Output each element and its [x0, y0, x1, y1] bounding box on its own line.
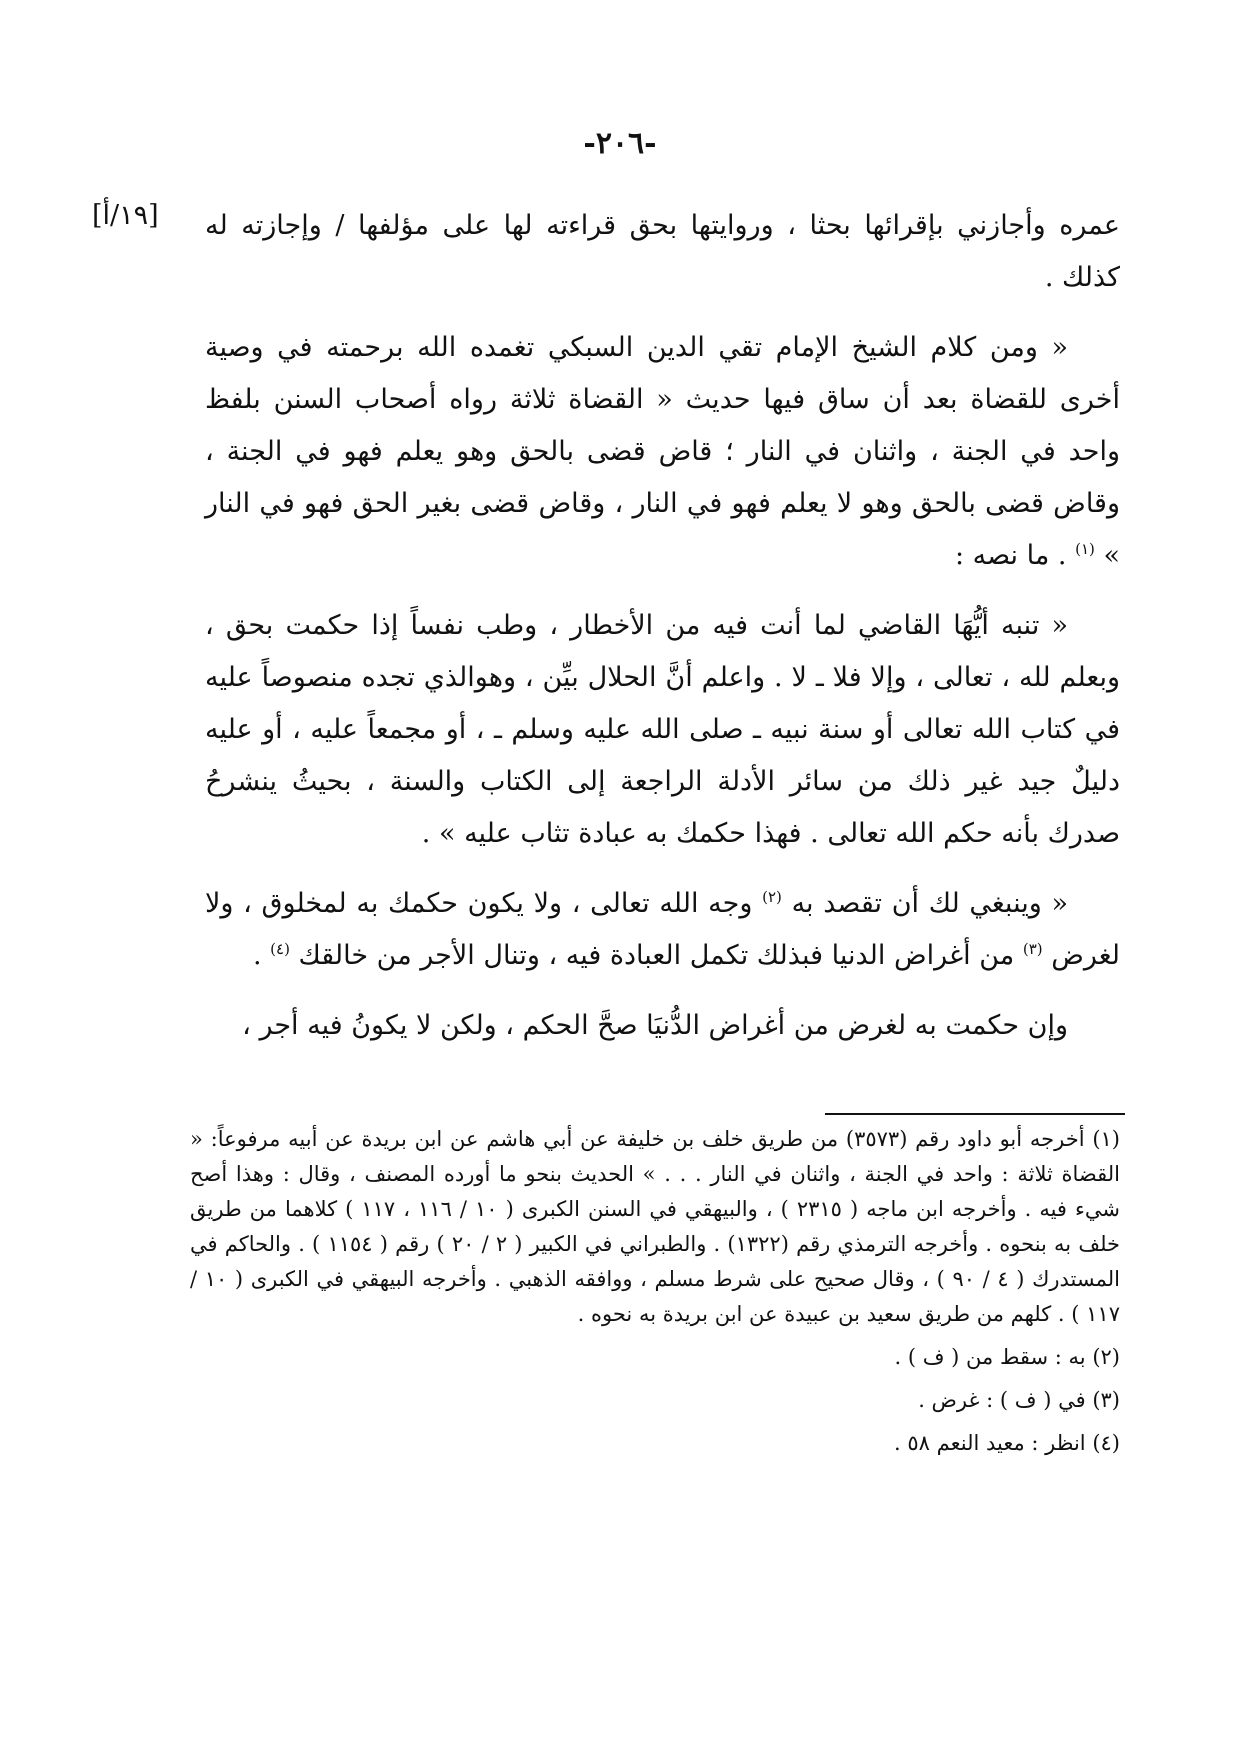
footnote-marker-2: (٢) [762, 888, 782, 906]
paragraph-3: « تنبه أيُّهَا القاضي لما أنت فيه من الأخطار ، وطب نفساً إذا حكمت بحق ، وبعلم لله ، تعالى ، وإلا فلا ـ لا . واعلم أنَّ الحلال بيِّن ، وهوالذي تجده منصوصاً عليه في كتاب الله تعالى أو سنة نبيه ـ صلى الله عليه وسلم ـ ، أو مجمعاً عليه ، أو عليه دليلٌ جيد غير ذلك من سائر الأدلة الراجعة إلى الكتاب والسنة ، بحيثُ ينشرحُ صدرك بأنه حكم الله تعالى . فهذا حكمك به عبادة تثاب عليه » . [205, 610, 1120, 849]
paragraph-4-part-1: « وينبغي لك أن تقصد به [791, 888, 1068, 919]
paragraph-4-part-3: من أغراض الدنيا فبذلك تكمل العبادة فيه ، وتنال الأجر من خالقك [298, 940, 1015, 971]
main-text [205, 200, 1120, 1070]
paragraph-5: وإن حكمت به لغرض من أغراض الدُّنيَا صحَّ الحكم ، ولكن لا يكونُ فيه أجر ، [242, 1010, 1068, 1041]
footnote-4: (٤) انظر : معيد النعم ٥٨ . [894, 1431, 1120, 1455]
footnotes [190, 1122, 1120, 1461]
paragraph-2 [205, 322, 1120, 582]
footnote-marker-3: (٣) [1022, 940, 1043, 958]
paragraph-4-end: . [252, 940, 262, 971]
paragraph-2-tail: . ما نصه : [954, 540, 1067, 571]
footnote-2: (٢) به : سقط من ( ف ) . [894, 1345, 1120, 1369]
footnote-1: (١) أخرجه أبو داود رقم (٣٥٧٣) من طريق خلف بن خليفة عن أبي هاشم عن ابن بريدة عن أبيه مرفوعاً: « القضاة ثلاثة : واحد في الجنة ، واثنان في النار . . . » الحديث بنحو ما أورده المصنف ، وقال : وهذا أصح شيء فيه . وأخرجه ابن ماجه ( ٢٣١٥ ) ، والبيهقي في السنن الكبرى ( ١٠ / ١١٦ ، ١١٧ ) كلاهما من طريق خلف به بنحوه . وأخرجه الترمذي رقم (١٣٢٢) . والطبراني في الكبير ( ٢ / ٢٠ ) رقم ( ١١٥٤ ) . والحاكم في المستدرك ( ٤ / ٩٠ ) ، وقال صحيح على شرط مسلم ، ووافقه الذهبي . وأخرجه البيهقي في الكبرى ( ١٠ / ١١٧ ) . كلهم من طريق سعيد بن عبيدة عن ابن بريدة به نحوه . [190, 1127, 1121, 1326]
footnote-marker-1: (١) [1075, 540, 1095, 558]
paragraph-1: عمره وأجازني بإقرائها بحثا ، وروايتها بحق قراءته لها على مؤلفها / وإجازته له كذلك . [205, 210, 1120, 293]
paragraph-4 [205, 878, 1120, 982]
footnote-divider [825, 1113, 1125, 1115]
footnote-marker-4: (٤) [270, 940, 290, 958]
manuscript-folio-reference: [١٩/أ] [92, 200, 159, 231]
page-number: -٢٠٦- [583, 126, 657, 161]
footnote-3: (٣) في ( ف ) : غرض . [918, 1388, 1120, 1412]
paragraph-2-text: « ومن كلام الشيخ الإمام تقي الدين السبكي تغمده الله برحمته في وصية أخرى للقضاة بعد أن ساق فيها حديث « القضاة ثلاثة رواه أصحاب السنن بلفظ واحد في الجنة ، واثنان في النار ؛ قاض قضى بالحق وهو يعلم فهو في الجنة ، وقاض قضى بالحق وهو لا يعلم فهو في النار ، وقاض قضى بغير الحق فهو في النار » [205, 332, 1120, 571]
paragraph-4-part-2: وجه الله تعالى ، ولا يكون حكمك به لمخلوق ، ولا لغرض [205, 888, 1120, 971]
